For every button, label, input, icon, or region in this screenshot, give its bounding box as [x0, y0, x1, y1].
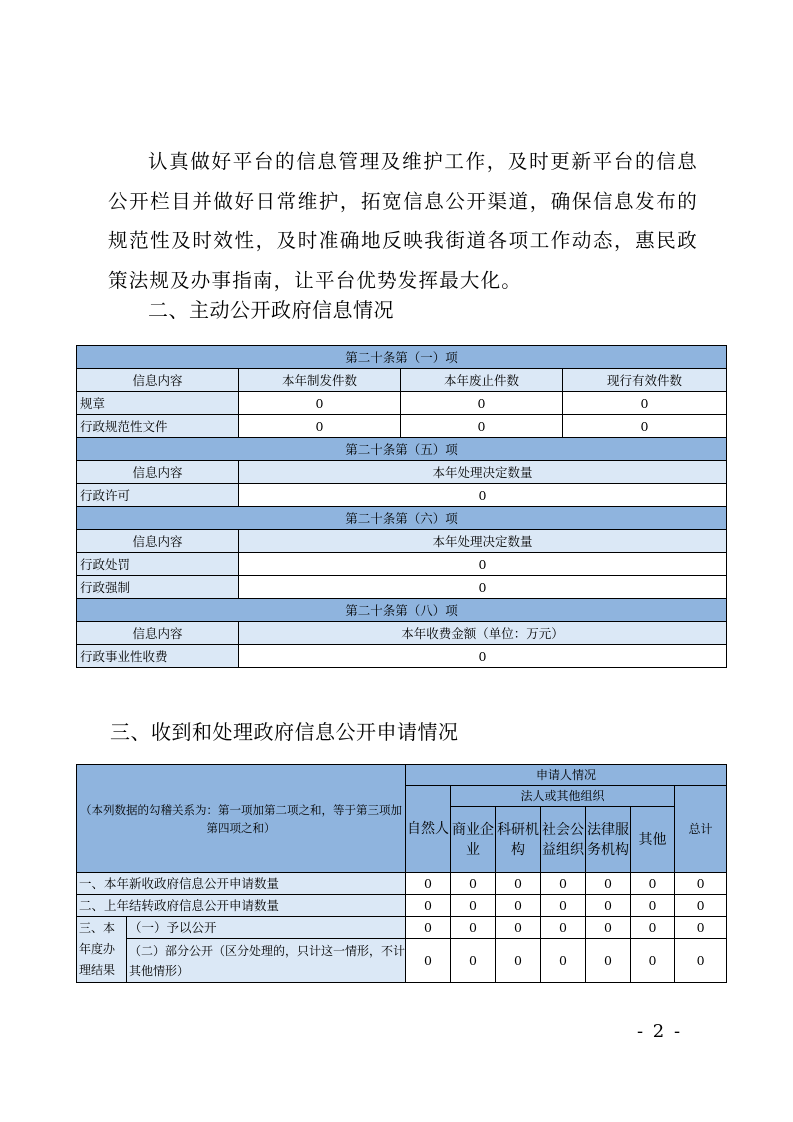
- column-header: 现行有效件数: [563, 369, 727, 392]
- cell-value: 0: [631, 873, 675, 895]
- table-row: [77, 917, 727, 939]
- page-number: - 2 -: [637, 1021, 683, 1042]
- table-row: [77, 645, 727, 668]
- row-label: （二）部分公开（区分处理的，只计这一情形，不计其他情形）: [127, 939, 406, 983]
- column-header: 本年制发件数: [239, 369, 401, 392]
- applicant-header: 申请人情况: [406, 765, 727, 786]
- cell-value: 0: [406, 939, 451, 983]
- section-title: 第二十条第（五）项: [77, 438, 727, 461]
- column-header: 社会公益组织: [541, 807, 586, 873]
- cell-value: 0: [586, 873, 631, 895]
- cell-value: 0: [496, 917, 541, 939]
- cell-value: 0: [586, 917, 631, 939]
- cell-value: 0: [675, 939, 727, 983]
- row-label: 行政强制: [77, 576, 239, 599]
- cell-value: 0: [401, 415, 563, 438]
- natural-person-header: 自然人: [406, 786, 451, 873]
- row-label: 行政事业性收费: [77, 645, 239, 668]
- column-header: 本年废止件数: [401, 369, 563, 392]
- cell-value: 0: [239, 392, 401, 415]
- cell-value: 0: [675, 873, 727, 895]
- proactive-disclosure-table: [76, 345, 727, 668]
- cell-value: 0: [496, 873, 541, 895]
- cell-value: 0: [451, 873, 496, 895]
- cell-value: 0: [239, 576, 727, 599]
- column-header: 信息内容: [77, 530, 239, 553]
- cell-value: 0: [541, 917, 586, 939]
- cell-value: 0: [631, 939, 675, 983]
- section-title: 第二十条第（一）项: [77, 346, 727, 369]
- row-label: 行政规范性文件: [77, 415, 239, 438]
- row-label: 二、上年结转政府信息公开申请数量: [77, 895, 406, 917]
- legal-person-header: 法人或其他组织: [451, 786, 675, 807]
- cell-value: 0: [406, 895, 451, 917]
- row-label: 行政许可: [77, 484, 239, 507]
- section-title: 第二十条第（八）项: [77, 599, 727, 622]
- row-label: 行政处罚: [77, 553, 239, 576]
- body-paragraph: 认真做好平台的信息管理及维护工作，及时更新平台的信息公开栏目并做好日常维护，拓宽信息公开渠道，确保信息发布的规范性及时效性，及时准确地反映我街道各项工作动态，惠民政策法规及办事指南，让平台优势发挥最大化。: [108, 150, 698, 292]
- row-label: （一）予以公开: [127, 917, 406, 939]
- cell-value: 0: [586, 939, 631, 983]
- column-header: 信息内容: [77, 369, 239, 392]
- table-row: [77, 484, 727, 507]
- cell-value: 0: [496, 939, 541, 983]
- cell-value: 0: [239, 645, 727, 668]
- cell-value: 0: [406, 917, 451, 939]
- row-group-label: 三、本年度办理结果: [77, 917, 127, 983]
- table-note: （本列数据的勾稽关系为：第一项加第二项之和，等于第三项加第四项之和）: [77, 765, 406, 873]
- column-header: 法律服务机构: [586, 807, 631, 873]
- column-header: 本年处理决定数量: [239, 530, 727, 553]
- row-label: 规章: [77, 392, 239, 415]
- cell-value: 0: [675, 895, 727, 917]
- cell-value: 0: [239, 484, 727, 507]
- table-row: [77, 576, 727, 599]
- table-row: [77, 939, 727, 983]
- table-row: [77, 895, 727, 917]
- section-heading-2: 二、主动公开政府信息情况: [148, 298, 394, 322]
- cell-value: 0: [563, 392, 727, 415]
- column-header: 本年收费金额（单位：万元）: [239, 622, 727, 645]
- section-title: 第二十条第（六）项: [77, 507, 727, 530]
- column-header: 其他: [631, 807, 675, 873]
- cell-value: 0: [541, 939, 586, 983]
- total-header: 总计: [675, 786, 727, 873]
- cell-value: 0: [541, 895, 586, 917]
- table-row: [77, 415, 727, 438]
- column-header: 科研机构: [496, 807, 541, 873]
- column-header: 信息内容: [77, 622, 239, 645]
- cell-value: 0: [563, 415, 727, 438]
- table-row: [77, 553, 727, 576]
- cell-value: 0: [586, 895, 631, 917]
- cell-value: 0: [541, 873, 586, 895]
- cell-value: 0: [631, 917, 675, 939]
- column-header: 信息内容: [77, 461, 239, 484]
- cell-value: 0: [401, 392, 563, 415]
- cell-value: 0: [496, 895, 541, 917]
- section-heading-3: 三、收到和处理政府信息公开申请情况: [110, 720, 459, 744]
- cell-value: 0: [675, 917, 727, 939]
- application-table: [76, 764, 727, 983]
- cell-value: 0: [451, 917, 496, 939]
- column-header: 本年处理决定数量: [239, 461, 727, 484]
- cell-value: 0: [451, 895, 496, 917]
- row-label: 一、本年新收政府信息公开申请数量: [77, 873, 406, 895]
- cell-value: 0: [451, 939, 496, 983]
- cell-value: 0: [239, 415, 401, 438]
- cell-value: 0: [406, 873, 451, 895]
- cell-value: 0: [631, 895, 675, 917]
- cell-value: 0: [239, 553, 727, 576]
- table-row: [77, 392, 727, 415]
- column-header: 商业企业: [451, 807, 496, 873]
- table-row: [77, 873, 727, 895]
